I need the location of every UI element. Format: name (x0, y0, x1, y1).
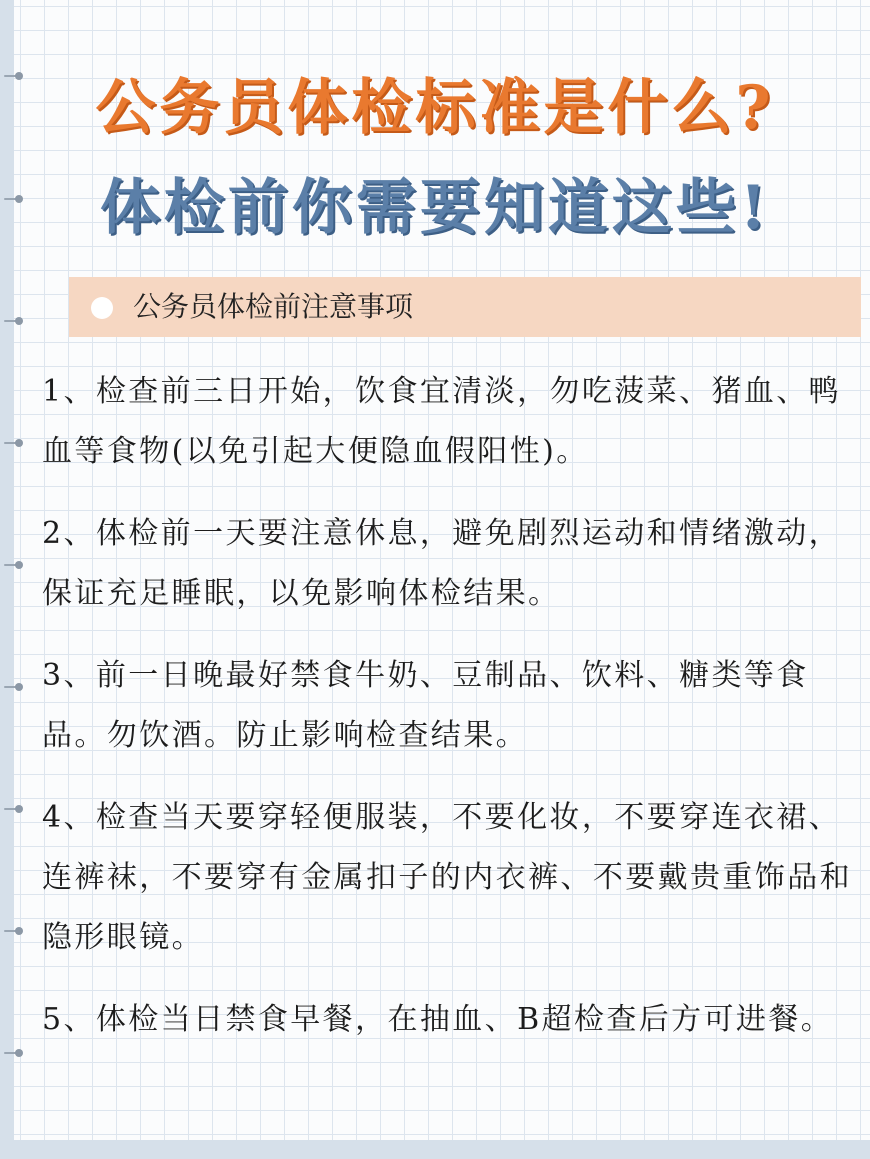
notice-item-3: 3、前一日晚最好禁食牛奶、豆制品、饮料、糖类等食品。勿饮酒。防止影响检查结果。 (42, 658, 809, 753)
notice-item-5: 5、体检当日禁食早餐，在抽血、B超检查后方可进餐。 (42, 1002, 834, 1037)
notice-item-4: 4、检查当天要穿轻便服装，不要化妆，不要穿连衣裙、连裤袜，不要穿有金属扣子的内衣裤、不要戴贵重饰品和隐形眼镜。 (42, 800, 852, 955)
bullet-dot-icon (91, 297, 113, 319)
binder-ring-icon (4, 442, 20, 444)
title-line-2: 体检前你需要知道这些! (99, 173, 771, 243)
title-line-1: 公务员体检标准是什么? (95, 73, 775, 143)
notice-item-2: 2、体检前一天要注意休息，避免剧烈运动和情绪激动，保证充足睡眠，以免影响体检结果。 (42, 516, 842, 611)
binder-ring-icon (4, 808, 20, 810)
notice-item-1: 1、检查前三日开始，饮食宜清淡，勿吃菠菜、猪血、鸭血等食物(以免引起大便隐血假阳性)。 (42, 374, 842, 469)
binder-ring-icon (4, 686, 20, 688)
section-title: 公务员体检前注意事项 (133, 290, 414, 323)
section-header-bar (69, 277, 861, 337)
binder-ring-icon (4, 320, 20, 322)
binder-ring-icon (4, 564, 20, 566)
notice-list (42, 362, 857, 1072)
binder-ring-icon (4, 1052, 20, 1054)
binder-ring-icon (4, 930, 20, 932)
